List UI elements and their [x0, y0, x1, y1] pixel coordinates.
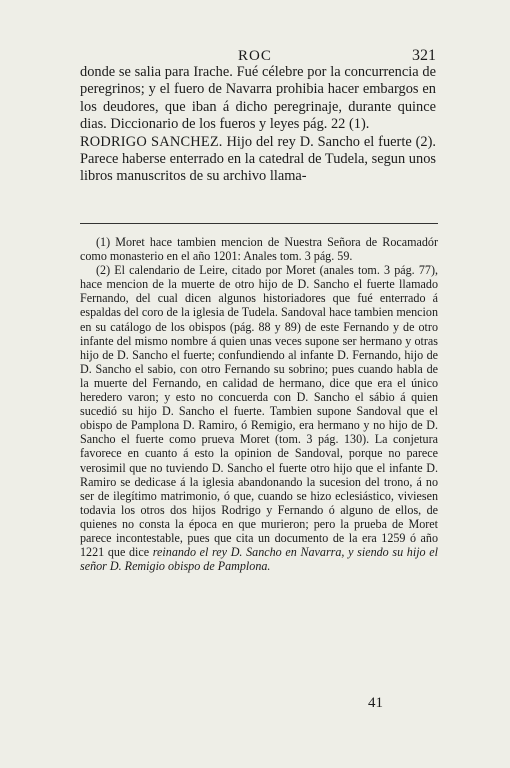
main-paragraph-continued: donde se salia para Irache. Fué célebre por la concurrencia de peregrinos; y el fuero de Navarra prohibia hacer embargos en los deudores, que iban á dicho peregrinaje, durante quince dias. Diccionario de los fueros y leyes pág. 22 (1).	[80, 64, 436, 133]
footnote-2-text: (2) El calendario de Leire, citado por Moret (anales tom. 3 pág. 77), hace mencion de la muerte de otro hijo de D. Sancho el fuerte llamado Fernando, del cual dicen algunos historiadores que fué enterrado á espaldas del coro de la iglesia de Tudela. Sandoval hace tambien mencion en su catálogo de los obispos (pág. 88 y 89) de este Fernando y de otro infante del mismo nombre á quien unas veces supone ser hermano y otras hijo de D. Sancho el fuerte; confundiendo al infante D. Fernando, hijo de D. Sancho el sabio, con otro Fernando su sobrino; pues cuando habla de la muerte del Fernando, en calidad de hermano, dice que era el único heredero varon; y esto no concuerda con D. Sancho el sábio á quien sucedió su hijo D. Sancho el fuerte. Tambien supone Sandoval que el obispo de Pamplona D. Ramiro, ó Remigio, era hermano y no hijo de D. Sancho el fuerte como prueva Moret (tom. 3 pág. 130). La conjetura favorece en cuanto á esto la opinion de Sandoval, porque no parece verosimil que no tuviendo D. Sancho el fuerte otro hijo que el infante D. Ramiro se dedicase á la iglesia abandonando la sucesion del trono, á no ser de ilegítimo matrimonio, ó que, cuando se hizo eclesiástico, viviesen todavia los otros dos hijos Rodrigo y Fernando ó alguno de ellos, de quienes no consta la época en que murieron; pero la prueba de Moret parece incontestable, pues que cita un documento de la era 1259 ó año 1221 que dice	[80, 263, 438, 560]
footnote-separator-rule	[80, 223, 438, 224]
entry-body: Hijo del rey D. Sancho el fuerte (2). Parece haberse enterrado en la catedral de Tudela, segun unos libros manuscritos de su archivo llama-	[80, 133, 436, 185]
entry-heading: RODRIGO SANCHEZ.	[80, 133, 223, 150]
main-text	[80, 64, 436, 186]
footnote-1: (1) Moret hace tambien mencion de Nuestra Señora de Rocamadór como monasterio en el año 1201: Anales tom. 3 pág. 59.	[80, 235, 438, 264]
footnotes	[80, 235, 438, 573]
page-number: 321	[412, 47, 436, 64]
footnote-2-quotation: reinando el rey D. Sancho en Navarra, y siendo su hijo el señor D. Remigio obispo de Pamplona.	[80, 545, 438, 574]
entry-rodrigo-sanchez	[80, 134, 436, 186]
running-head: ROC	[238, 48, 272, 64]
signature-mark: 41	[368, 695, 383, 711]
footnote-2	[80, 263, 438, 573]
